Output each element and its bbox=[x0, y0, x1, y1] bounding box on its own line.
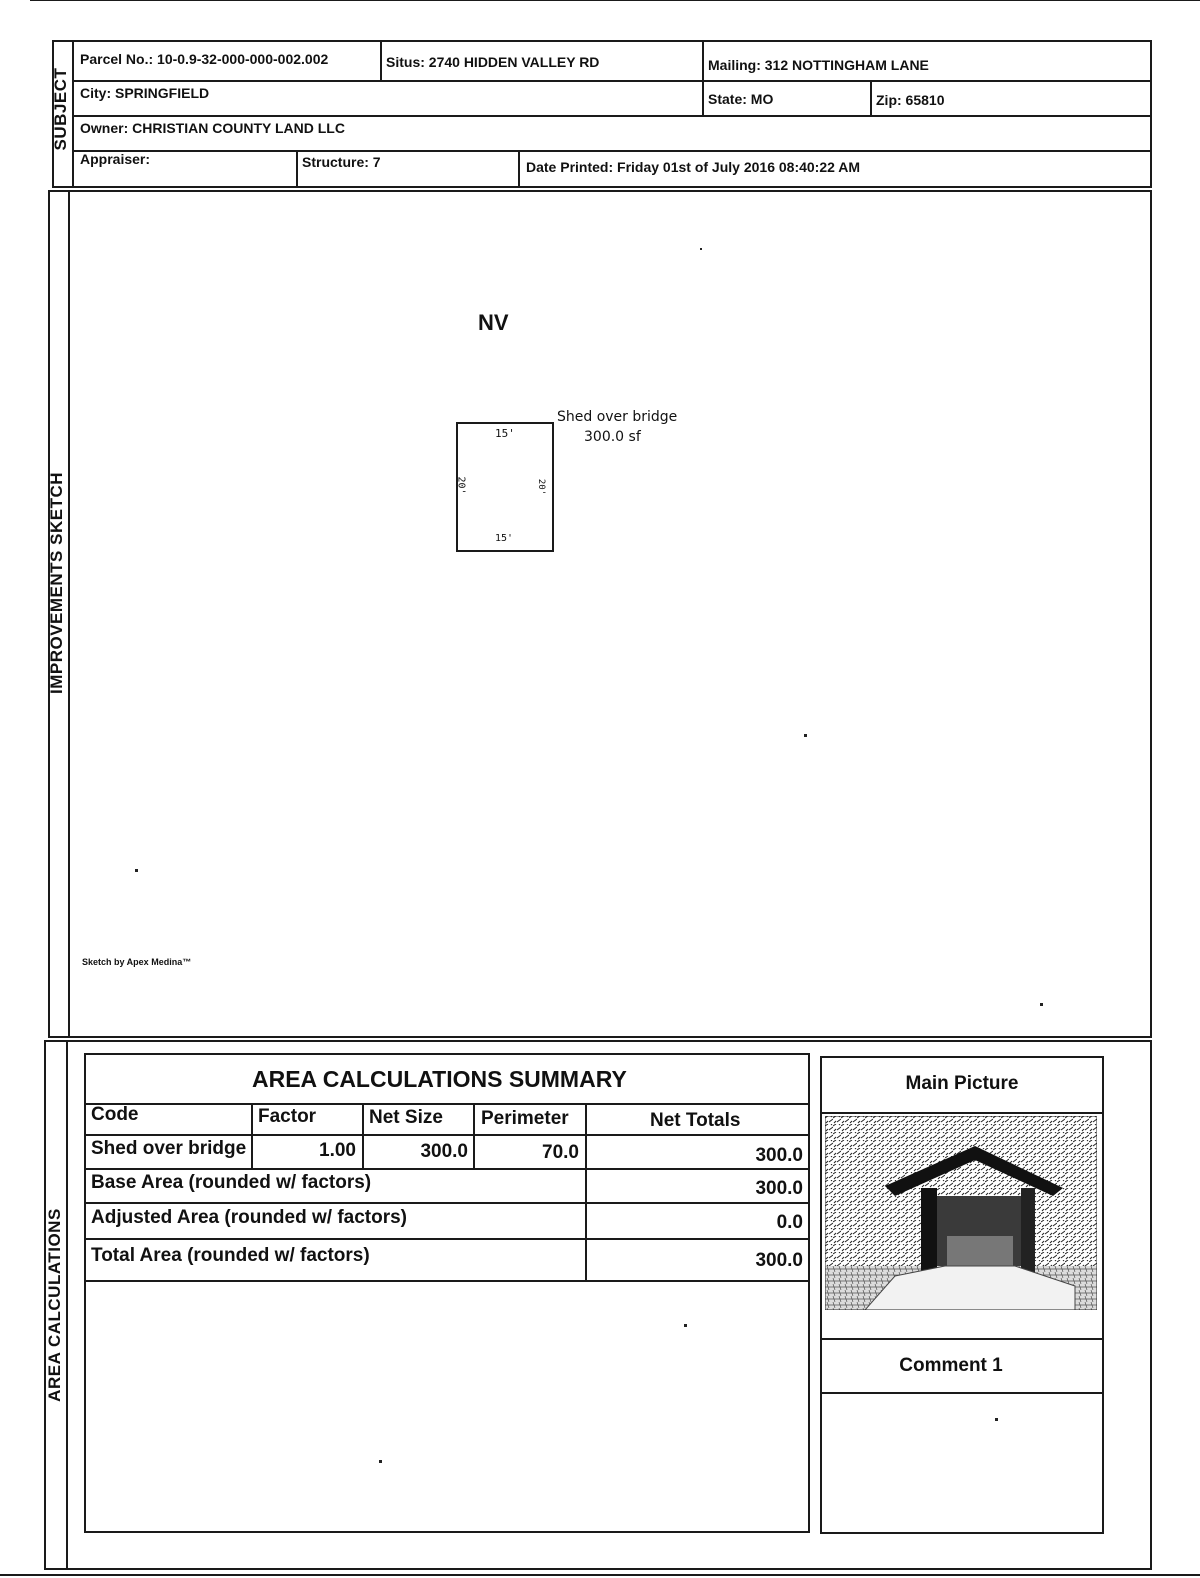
sketch-section-label: IMPROVEMENTS SKETCH bbox=[47, 471, 66, 695]
appraiser: Appraiser: bbox=[80, 151, 151, 167]
header-factor: Factor bbox=[258, 1106, 317, 1127]
covered-bridge-photo-icon bbox=[825, 1116, 1097, 1310]
area-section-label: AREA CALCULATIONS bbox=[45, 1208, 64, 1402]
structure: Structure: 7 bbox=[302, 154, 381, 170]
dimension-top: 15' bbox=[495, 427, 515, 440]
comment-title: Comment 1 bbox=[899, 1355, 1003, 1376]
adjusted-area-value: 0.0 bbox=[776, 1212, 803, 1233]
situs-address: Situs: 2740 HIDDEN VALLEY RD bbox=[386, 54, 600, 70]
dimension-left: 20' bbox=[455, 476, 467, 495]
city: City: SPRINGFIELD bbox=[80, 85, 210, 101]
parcel-number: Parcel No.: 10-0.9-32-000-000-002.002 bbox=[80, 51, 329, 67]
sketch-title: NV bbox=[478, 310, 509, 335]
state: State: MO bbox=[708, 91, 774, 107]
zip: Zip: 65810 bbox=[876, 92, 945, 108]
sketch-area-label: Shed over bridge bbox=[557, 409, 678, 425]
sketch-area-value: 300.0 sf bbox=[584, 429, 641, 445]
date-printed: Date Printed: Friday 01st of July 2016 08:40:22 AM bbox=[526, 159, 861, 175]
subject-section-label: SUBJECT bbox=[51, 67, 70, 151]
area-summary-title: AREA CALCULATIONS SUMMARY bbox=[252, 1066, 627, 1092]
dimension-bottom: 15' bbox=[495, 533, 514, 544]
owner: Owner: CHRISTIAN COUNTY LAND LLC bbox=[80, 120, 345, 136]
row-net-size: 300.0 bbox=[420, 1141, 468, 1162]
total-area-label: Total Area (rounded w/ factors) bbox=[91, 1245, 370, 1266]
header-net-totals: Net Totals bbox=[650, 1110, 741, 1131]
mailing-address: Mailing: 312 NOTTINGHAM LANE bbox=[708, 57, 929, 73]
row-net-total: 300.0 bbox=[755, 1145, 803, 1166]
dimension-right: 20' bbox=[536, 478, 547, 496]
header-net-size: Net Size bbox=[369, 1107, 443, 1128]
base-area-value: 300.0 bbox=[755, 1178, 803, 1199]
row-perimeter: 70.0 bbox=[542, 1142, 579, 1163]
sketch-credit: Sketch by Apex Medina™ bbox=[82, 957, 192, 967]
row-factor: 1.00 bbox=[319, 1140, 356, 1161]
header-perimeter: Perimeter bbox=[481, 1108, 569, 1129]
header-code: Code bbox=[91, 1104, 139, 1125]
sketch-section bbox=[48, 190, 1152, 1038]
total-area-value: 300.0 bbox=[755, 1250, 803, 1271]
adjusted-area-label: Adjusted Area (rounded w/ factors) bbox=[91, 1207, 407, 1228]
row-code: Shed over bridge bbox=[91, 1138, 247, 1159]
base-area-label: Base Area (rounded w/ factors) bbox=[91, 1172, 372, 1193]
main-picture-title: Main Picture bbox=[905, 1073, 1019, 1094]
